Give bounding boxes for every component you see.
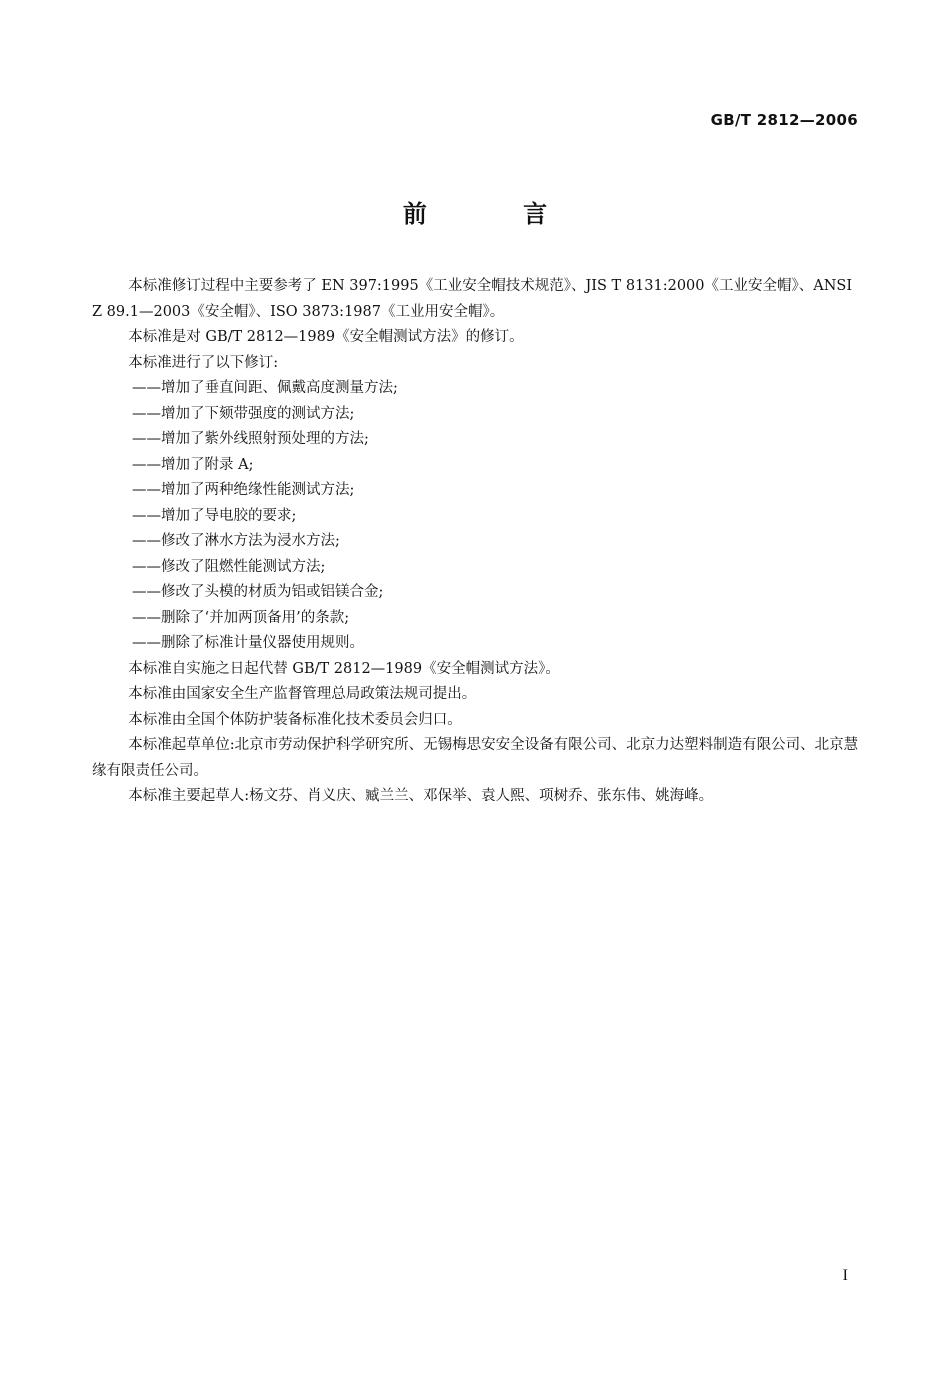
paragraph-revision-of: 本标准是对 GB/T 2812—1989《安全帽测试方法》的修订。	[128, 329, 524, 345]
paragraph-replaces: 本标准自实施之日起代替 GB/T 2812—1989《安全帽测试方法》。	[128, 660, 560, 677]
foreword-body	[92, 274, 860, 810]
revision-item: ——增加了下颏带强度的测试方法;	[132, 405, 355, 422]
paragraph-revisions-intro: 本标准进行了以下修订:	[128, 354, 279, 371]
paragraph-references: 本标准修订过程中主要参考了 EN 397:1995《工业安全帽技术规范》、JIS T 8131:2000《工业安全帽》、ANSI Z 89.1—2003《安全帽》、ISO 3873:1987《工业用安全帽》。	[92, 278, 853, 320]
revision-item: ——修改了淋水方法为浸水方法;	[132, 533, 340, 549]
revision-item: ——删除了‘并加两顶备用’的条款;	[132, 609, 350, 626]
revision-item: ——增加了紫外线照射预处理的方法;	[132, 431, 369, 447]
paragraph-drafters: 本标准主要起草人:杨文芬、肖义庆、臧兰兰、邓保举、袁人熙、项树乔、张东伟、姚海峰。	[128, 788, 714, 804]
revision-item: ——修改了头模的材质为铝或铝镁合金;	[132, 584, 384, 600]
page-number: I	[842, 1267, 848, 1284]
page-title: 前 言	[402, 200, 592, 228]
paragraph-drafting-units: 本标准起草单位:北京市劳动保护科学研究所、无锡梅思安安全设备有限公司、北京力达塑料制造有限公司、北京慧缘有限责任公司。	[92, 737, 859, 779]
revision-item: ——增加了垂直间距、佩戴高度测量方法;	[132, 380, 398, 396]
paragraph-proposed-by: 本标准由国家安全生产监督管理总局政策法规司提出。	[128, 686, 477, 702]
revision-item: ——增加了两种绝缘性能测试方法;	[132, 482, 355, 498]
revision-item: ——修改了阻燃性能测试方法;	[132, 558, 326, 575]
paragraph-centralized-by: 本标准由全国个体防护装备标准化技术委员会归口。	[128, 711, 462, 728]
revision-item: ——增加了导电胶的要求;	[132, 507, 297, 524]
standard-code: GB/T 2812—2006	[710, 111, 858, 129]
revision-item: ——增加了附录 A;	[132, 456, 254, 473]
revision-item: ——删除了标准计量仪器使用规则。	[132, 635, 364, 651]
